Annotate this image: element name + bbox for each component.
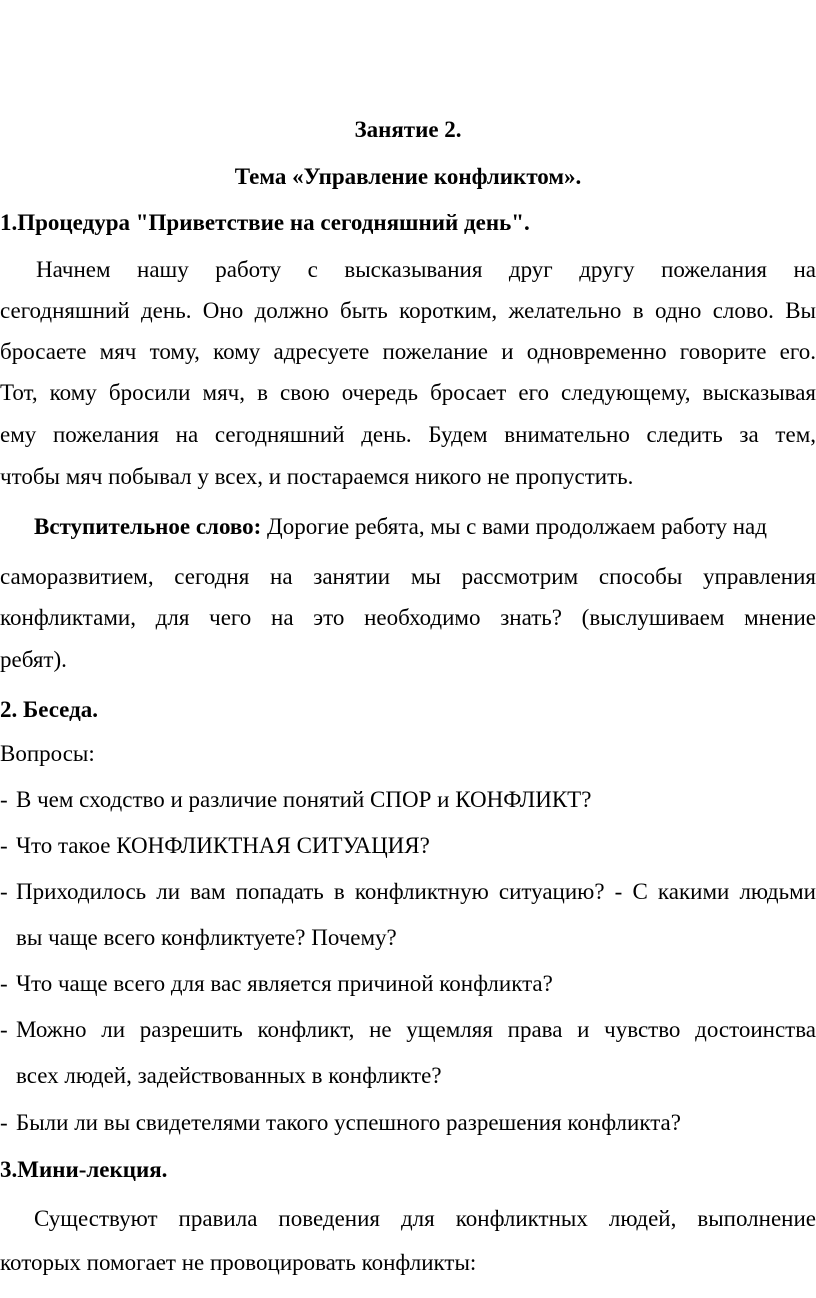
section1-paragraph-line: Тот, кому бросили мяч, в свою очередь бросает его следующему, высказывая <box>0 380 816 405</box>
intro-first-line <box>34 512 816 542</box>
section3-paragraph-line: которых помогает не провоцировать конфликты: <box>0 1250 477 1275</box>
bullet-dash: - <box>0 787 8 812</box>
section1-title: 1.Процедура "Приветствие на сегодняшний день". <box>0 210 530 235</box>
section1-paragraph-line: бросаете мяч тому, кому адресуете пожелание и одновременно говорите его. <box>0 339 816 364</box>
question-text: Были ли вы свидетелями такого успешного разрешения конфликта? <box>16 1110 681 1135</box>
question-text: Приходилось ли вам попадать в конфликтную ситуацию? - С какими людьми <box>16 879 816 904</box>
intro-text: Дорогие ребята, мы с вами продолжаем работу над <box>261 514 767 539</box>
bullet-dash: - <box>0 1017 8 1042</box>
bullet-dash: - <box>0 879 8 904</box>
topic-heading: Тема «Управление конфликтом». <box>234 164 582 189</box>
section1-paragraph-line: Начнем нашу работу с высказывания друг другу пожелания на <box>36 257 816 282</box>
bullet-dash: - <box>0 1110 8 1135</box>
section2-title: 2. Беседа. <box>0 697 98 722</box>
question-text: вы чаще всего конфликтуете? Почему? <box>16 925 397 950</box>
intro-line: саморазвитием, сегодня на занятии мы рассмотрим способы управления <box>0 564 816 589</box>
question-text: Что такое КОНФЛИКТНАЯ СИТУАЦИЯ? <box>16 833 430 858</box>
section1-paragraph-line: ему пожелания на сегодняшний день. Будем внимательно следить за тем, <box>0 422 816 447</box>
intro-line: ребят). <box>0 647 67 672</box>
bullet-dash: - <box>0 833 8 858</box>
question-text: В чем сходство и различие понятий СПОР и КОНФЛИКТ? <box>16 787 592 812</box>
questions-label: Вопросы: <box>0 741 95 766</box>
section1-paragraph-line: чтобы мяч побывал у всех, и постараемся никого не пропустить. <box>0 464 634 489</box>
question-text: всех людей, задействованных в конфликте? <box>16 1063 442 1088</box>
question-text: Можно ли разрешить конфликт, не ущемляя права и чувство достоинства <box>16 1017 816 1042</box>
bullet-dash: - <box>0 971 8 996</box>
section3-title: 3.Мини-лекция. <box>0 1157 168 1182</box>
section1-paragraph-line: сегодняшний день. Оно должно быть коротким, желательно в одно слово. Вы <box>0 298 816 323</box>
question-text: Что чаще всего для вас является причиной конфликта? <box>16 971 553 996</box>
section3-paragraph-line: Существуют правила поведения для конфликтных людей, выполнение <box>34 1206 816 1231</box>
intro-label: Вступительное слово: <box>34 514 262 539</box>
lesson-heading: Занятие 2. <box>354 117 462 142</box>
intro-line: конфликтами, для чего на это необходимо знать? (выслушиваем мнение <box>0 605 816 630</box>
